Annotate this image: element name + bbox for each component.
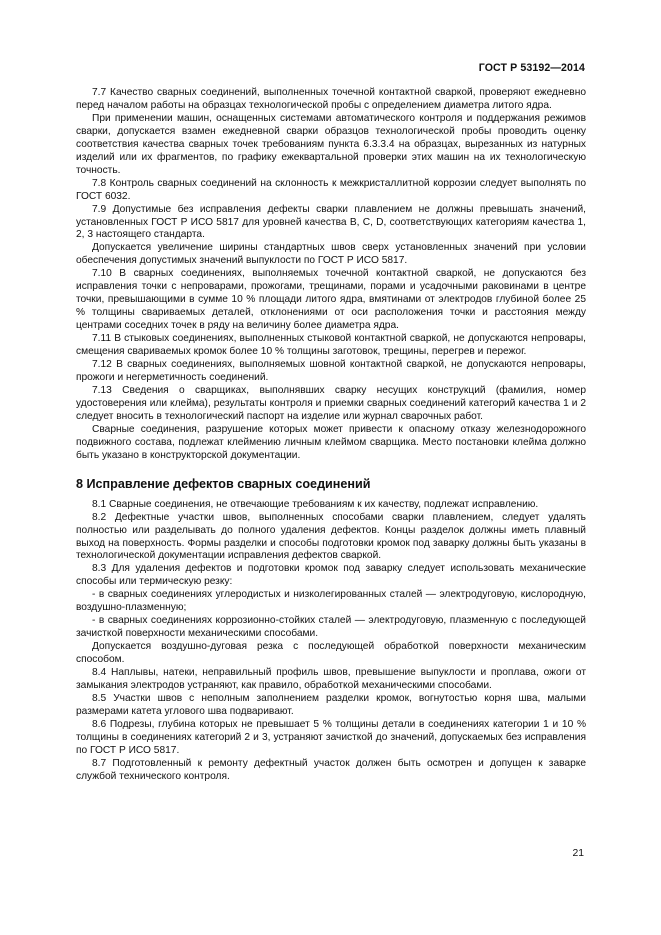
paragraph-7-7: 7.7 Качество сварных соединений, выполненных точечной контактной сваркой, проверяют ежедневно перед началом работы на образцах технологической пробы с определением диаметра литого ядра. — [76, 87, 586, 111]
document-header: ГОСТ Р 53192—2014 — [478, 62, 585, 74]
paragraph-8-4: 8.4 Наплывы, натеки, неправильный профиль швов, превышение выпуклости и проплава, ожоги от замыкания электродов устраняют, как правило, обработкой механическими способами. — [76, 667, 586, 691]
paragraph-7-11: 7.11 В стыковых соединениях, выполненных стыковой контактной сваркой, не допускаются непровары, смещения свариваемых кромок более 10 % толщины заготовок, трещины, перегрев и пережог. — [76, 333, 586, 358]
paragraph-7-10: 7.10 В сварных соединениях, выполняемых точечной контактной сваркой, не допускаются без исправления точки с непроварами, прожогами, трещинами, порами и усадочными раковинами в центре точки, превышающими в сумме 10 % площади литого ядра, вмятинами от электродов глубиной более 25 % толщины свариваемых деталей, отклонениями от оси расположения точки и расстояния между центрами соседних точек в ряду на величину более диаметра ядра. — [76, 268, 586, 332]
paragraph-8-6: 8.6 Подрезы, глубина которых не превышает 5 % толщины детали в соединениях категории 1 и 10 % толщины в соединениях категорий 2 и 3, устраняют зачисткой до значений, допускаемых без исправления по ГОСТ Р ИСО 5817. — [76, 718, 586, 756]
paragraph-8-1: 8.1 Сварные соединения, не отвечающие требованиям к их качеству, подлежат исправлению. — [92, 498, 539, 510]
paragraph-7-9: 7.9 Допустимые без исправления дефекты сварки плавлением не должны превышать значений, установленных ГОСТ Р ИСО 5817 для уровней качества B, C, D, соответствующих категориям качества 1, 2, 3 настоящего стандарта. — [76, 203, 586, 241]
paragraph-7-13: 7.13 Сведения о сварщиках, выполнявших сварку несущих конструкций (фамилия, номер удостоверения или клейма), результаты контроля и приемки сварных соединений категорий качества 1 и 2 следует вносить в технологический паспорт на изделие или журнал сварочных работ. — [76, 384, 586, 422]
paragraph-8-5: 8.5 Участки швов с неполным заполнением разделки кромок, вогнутостью корня шва, малыми размерами катета углового шва подваривают. — [76, 692, 586, 717]
paragraph-7-8: 7.8 Контроль сварных соединений на склонность к межкристаллитной коррозии следует выполнять по ГОСТ 6032. — [76, 177, 586, 202]
section-8-title: 8 Исправление дефектов сварных соединений — [76, 476, 371, 491]
paragraph-7-7-automatic-control: При применении машин, оснащенных системами автоматического контроля и поддержания режимов сварки, допускается взамен ежедневной сварки образцов технологической пробы проводить оценку соответствия качества сварных точек требованиям пункта 6.3.3.4 на образцах, вырезанных из натурных изделий или их фрагментов, по графику ежеквартальной проверки этих машин на их технологическую точность. — [76, 112, 586, 176]
paragraph-8-3: 8.3 Для удаления дефектов и подготовки кромок под заварку следует использовать механические способы или термическую резку: — [76, 563, 586, 588]
paragraph-7-12: 7.12 В сварных соединениях, выполняемых шовной контактной сваркой, не допускаются непровары, прожоги и негерметичность соединений. — [76, 359, 586, 383]
document-body — [76, 87, 586, 784]
paragraph-8-7: 8.7 Подготовленный к ремонту дефектный участок должен быть осмотрен и допущен к заварке службой технического контроля. — [76, 757, 586, 782]
paragraph-7-13-stamp: Сварные соединения, разрушение которых может привести к опасному отказу железнодорожного подвижного состава, подлежат клеймению личным клеймом сварщика. Место постановки клейма должно быть указано в конструкторской документации. — [76, 423, 586, 461]
paragraph-8-3-air-arc: Допускается воздушно-дуговая резка с последующей обработкой поверхности механическим способом. — [76, 641, 586, 666]
paragraph-8-3-carbon-steels: - в сварных соединениях углеродистых и низколегированных сталей — электродуговую, кислородную, воздушно-плазменную; — [76, 589, 586, 614]
paragraph-7-9-width: Допускается увеличение ширины стандартных швов сверх установленных значений при условии обеспечения допустимых значений выпуклости по ГОСТ Р ИСО 5817. — [76, 242, 586, 267]
page-number: 21 — [572, 848, 584, 859]
paragraph-8-2: 8.2 Дефектные участки швов, выполненных способами сварки плавлением, следует удалять полностью или разделывать до полного удаления дефектов. Концы разделок должны иметь плавный выход на поверхность. Формы разделки и способы подготовки кромок под заварку должны быть указаны в технологической документации исправления дефектов сваркой. — [76, 511, 586, 562]
paragraph-8-3-stainless-steels: - в сварных соединениях коррозионно-стойких сталей — электродуговую, плазменную с последующей зачисткой поверхности механическими способами. — [76, 615, 586, 640]
